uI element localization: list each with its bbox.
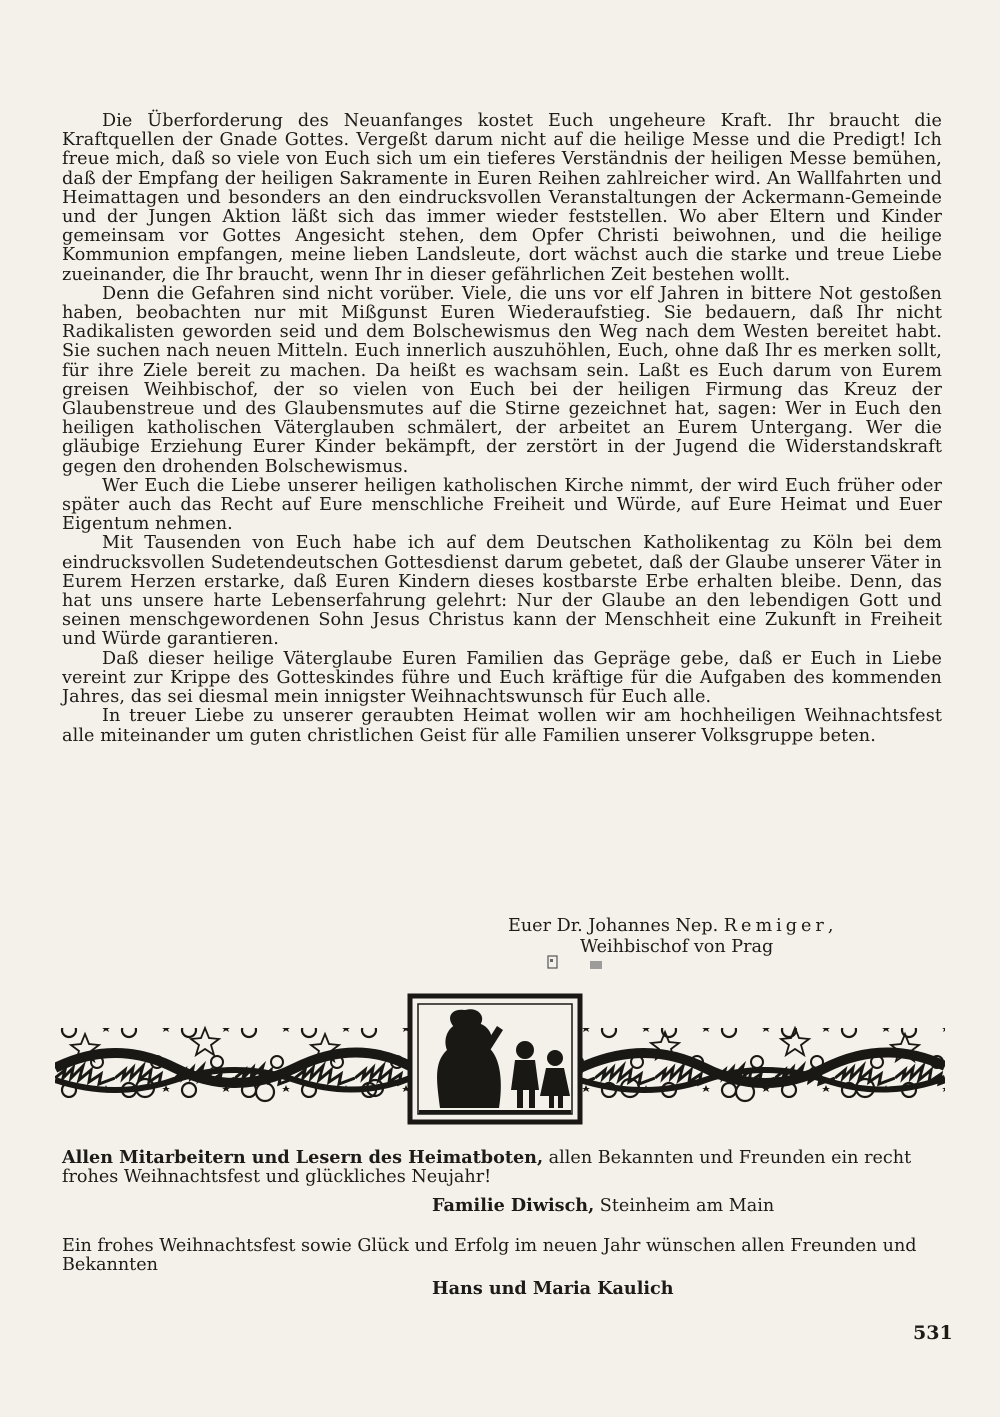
greeting-notice: [62, 1148, 942, 1187]
christmas-banner-illustration: [55, 988, 945, 1128]
greeting-lead: Allen Mitarbeitern und Lesern des Heimatboten,: [62, 1147, 544, 1168]
signature-surname: Remiger: [723, 916, 828, 936]
letter-body: [62, 112, 942, 746]
greeting-text: Ein frohes Weihnachtsfest sowie Glück und Erfolg im neuen Jahr wünschen allen Freunden und Bekannten: [62, 1236, 917, 1275]
letter-paragraph: Denn die Gefahren sind nicht vorüber. Viele, die uns vor elf Jahren in bittere Not gestoßen haben, beobachten nur mit Mißgunst Euren Wiederaufstieg. Sie bedauern, daß Ihr nicht Radikalisten geworden seid und dem Bolschewismus den Weg nach dem Westen bereitet habt. Sie suchen nach neuen Mitteln. Euch innerlich auszuhöhlen, Euch, ohne daß Ihr es merken sollt, für ihre Ziele bereit zu machen. Da heißt es wachsam sein. Laßt es Euch darum von Eurem greisen Weihbischof, der so vielen von Euch bei der heiligen Firmung das Kreuz der Glaubenstreue und des Glaubensmutes auf die Stirne gezeichnet hat, sagen: Wer in Euch den heiligen katholischen Väterglauben schmälert, der arbeitet an Eurem Untergang. Wer die gläubige Erziehung Eurer Kinder bekämpft, der zerstört in der Jugend die Widerstandskraft gegen den drohenden Bolschewismus.: [62, 283, 942, 477]
signature-suffix: ,: [827, 916, 834, 936]
print-marks-decoration: [540, 952, 610, 978]
page-number: 531: [913, 1322, 953, 1344]
greeting-sender-name: Familie Diwisch,: [432, 1195, 595, 1216]
greeting-sender: [432, 1195, 774, 1216]
letter-paragraph: Wer Euch die Liebe unserer heiligen katholischen Kirche nimmt, der wird Euch früher oder später auch das Recht auf Eure menschliche Freiheit und Würde, auf Eure Heimat und Euer Eigentum nehmen.: [62, 475, 942, 535]
greeting-text: allen Bekannten und Freunden ein recht frohes Weihnachtsfest und glückliches Neujahr!: [62, 1148, 912, 1187]
signature-title: Weihbischof von Prag: [580, 937, 774, 957]
greeting-sender: Hans und Maria Kaulich: [432, 1278, 674, 1299]
letter-paragraph: Mit Tausenden von Euch habe ich auf dem Deutschen Katholikentag zu Köln bei dem eindrucksvollen Sudetendeutschen Gottesdienst darum gebetet, daß der Glaube unserer Väter in Eurem Herzen erstarke, daß Euren Kindern dieses kostbarste Erbe erhalten bleibe. Denn, das hat uns unsere harte Lebenserfahrung gelehrt: Nur der Glaube an den lebendigen Gott und seinen menschgewordenen Sohn Jesus Christus kann der Menschheit eine Zukunft in Freiheit und Würde garantieren.: [62, 533, 942, 650]
signature-prefix: Euer Dr. Johannes Nep.: [508, 916, 719, 936]
signature-name-line: [508, 916, 833, 937]
greeting-notice: [62, 1237, 942, 1275]
greeting-sender-place: Steinheim am Main: [594, 1196, 775, 1216]
letter-paragraph: Daß dieser heilige Väterglaube Euren Familien das Gepräge gebe, daß er Euch in Liebe vereint zur Krippe des Gotteskindes führe und Euch kräftige für die Aufgaben des kommenden Jahres, das sei diesmal mein innigster Weihnachtswunsch für Euch alle.: [62, 648, 942, 708]
letter-paragraph: In treuer Liebe zu unserer geraubten Heimat wollen wir am hochheiligen Weihnachtsfest alle miteinander um guten christlichen Geist für alle Familien unserer Volksgruppe beten.: [62, 706, 942, 746]
letter-paragraph: Die Überforderung des Neuanfanges kostet Euch ungeheure Kraft. Ihr braucht die Kraftquellen der Gnade Gottes. Vergeßt darum nicht auf die heilige Messe und die Predigt! Ich freue mich, daß so viele von Euch sich um ein tieferes Verständnis der heiligen Messe bemühen, daß der Empfang der heiligen Sakramente in Euren Reihen zahlreicher wird. An Wallfahrten und Heimattagen und besonders an den eindrucksvollen Veranstaltungen der Ackermann-Gemeinde und der Jungen Aktion läßt sich das immer wieder feststellen. Wo aber Eltern und Kinder gemeinsam vor Gottes Angesicht stehen, dem Opfer Christi beiwohnen, und die heilige Kommunion empfangen, meine lieben Landsleute, dort wächst auch die starke und treue Liebe zueinander, die Ihr braucht, wenn Ihr in dieser gefährlichen Zeit bestehen wollt.: [62, 111, 942, 285]
